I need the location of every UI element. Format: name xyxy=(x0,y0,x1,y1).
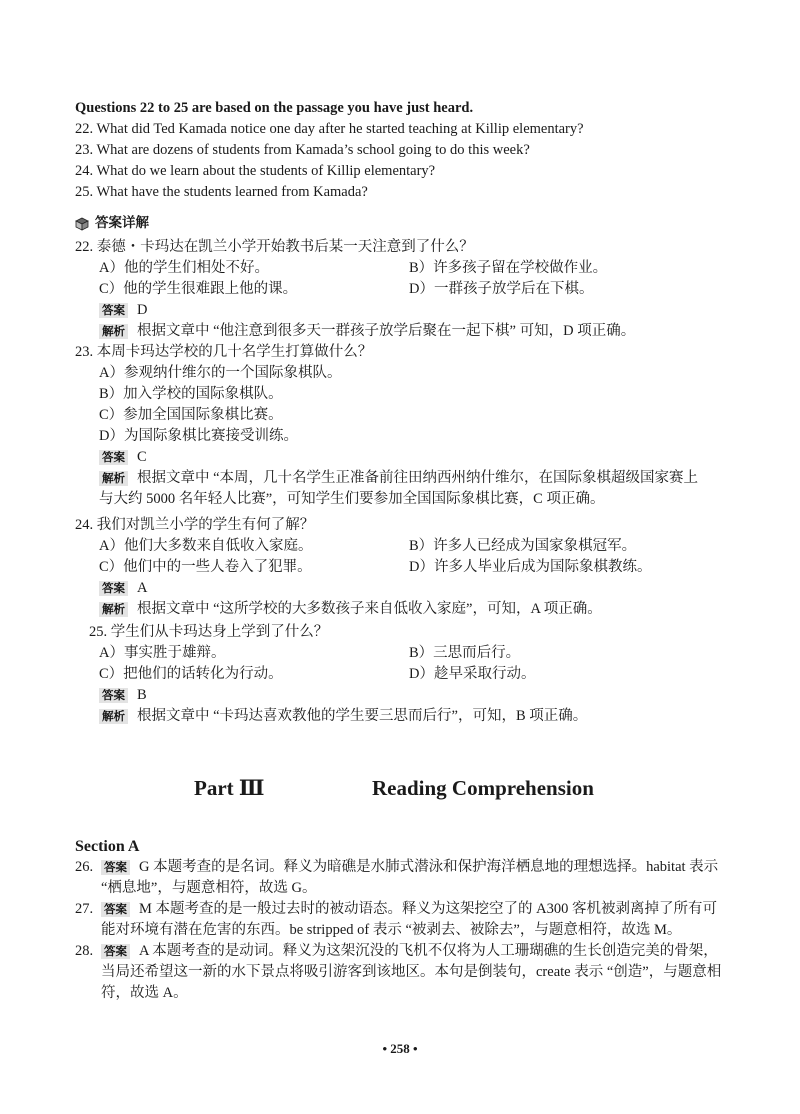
question-number: 27. xyxy=(75,901,94,917)
option-d: D）许多人毕业后成为国际象棋教练。 xyxy=(409,559,652,575)
answer-27 xyxy=(75,899,735,920)
option-d: D）趁早采取行动。 xyxy=(409,666,536,682)
answer-27-cont: 能对环境有潜在危害的东西。be stripped of 表示 “被剥去、被除去”，与题意相符，故选 M。 xyxy=(101,922,682,938)
part-title xyxy=(0,778,800,808)
answer-value: D xyxy=(137,302,148,318)
option-a: A）参观纳什维尔的一个国际象棋队。 xyxy=(99,365,342,381)
answer-tag: 答案 xyxy=(101,944,130,959)
answer-23 xyxy=(75,342,735,510)
option-c: C）他的学生很难跟上他的课。 xyxy=(99,281,298,297)
answer-tag: 答案 xyxy=(101,860,130,875)
answer-24 xyxy=(75,515,735,620)
answer-value: C xyxy=(137,449,147,465)
question-22-cn: 22. 泰德・卡玛达在凯兰小学开始教书后某一天注意到了什么？ xyxy=(75,239,474,255)
question-23-cn: 23. 本周卡玛达学校的几十名学生打算做什么？ xyxy=(75,344,373,360)
question-25-cn: 25. 学生们从卡玛达身上学到了什么？ xyxy=(89,624,329,640)
option-c: C）他们中的一些人卷入了犯罪。 xyxy=(99,559,312,575)
analysis-tag: 解析 xyxy=(99,709,128,724)
option-a: A）事实胜于雄辩。 xyxy=(99,645,226,661)
question-24-cn: 24. 我们对凯兰小学的学生有何了解？ xyxy=(75,517,315,533)
answer-28 xyxy=(75,941,735,962)
answer-tag: 答案 xyxy=(99,581,128,596)
option-d: D）一群孩子放学后在下棋。 xyxy=(409,281,594,297)
answer-text: G 本题考查的是名词。释义为暗礁是水肺式潜泳和保护海洋栖息地的理想选择。habitat 表示 xyxy=(139,859,719,875)
option-d: D）为国际象棋比赛接受训练。 xyxy=(99,428,298,444)
analysis-text-cont: 与大约 5000 名年轻人比赛”，可知学生们要参加全国国际象棋比赛，C 项正确。 xyxy=(99,491,605,507)
question-25-en: 25. What have the students learned from Kamada? xyxy=(75,184,368,200)
answer-28-cont: 当局还希望这一新的水下景点将吸引游客到该地区。本句是倒装句，create 表示 “创造”，与题意相 xyxy=(101,964,722,980)
question-22-en: 22. What did Ted Kamada notice one day after he started teaching at Killip elementary? xyxy=(75,121,584,137)
analysis-tag: 解析 xyxy=(99,602,128,617)
analysis-text: 根据文章中 “这所学校的大多数孩子来自低收入家庭”，可知，A 项正确。 xyxy=(137,601,602,617)
analysis-text: 根据文章中 “本周，几十名学生正准备前往田纳西州纳什维尔，在国际象棋超级国家赛上 xyxy=(137,470,699,486)
option-b: B）三思而后行。 xyxy=(409,645,521,661)
option-c: C）把他们的话转化为行动。 xyxy=(99,666,283,682)
analysis-tag: 解析 xyxy=(99,471,128,486)
answer-details-heading xyxy=(75,213,735,234)
option-a: A）他的学生们相处不好。 xyxy=(99,260,269,276)
answer-tag: 答案 xyxy=(99,688,128,703)
answer-tag: 答案 xyxy=(101,902,130,917)
questions-block xyxy=(75,98,735,203)
answer-details-title: 答案详解 xyxy=(95,215,149,231)
option-c: C）参加全国国际象棋比赛。 xyxy=(99,407,283,423)
answer-value: B xyxy=(137,687,147,703)
answer-tag: 答案 xyxy=(99,303,128,318)
part-label: Part Ⅲ xyxy=(194,776,265,800)
questions-heading: Questions 22 to 25 are based on the passage you have just heard. xyxy=(75,100,474,116)
part-name: Reading Comprehension xyxy=(372,776,594,800)
question-24-en: 24. What do we learn about the students of Killip elementary? xyxy=(75,163,436,179)
answer-tag: 答案 xyxy=(99,450,128,465)
section-a xyxy=(75,836,735,1004)
option-a: A）他们大多数来自低收入家庭。 xyxy=(99,538,313,554)
option-b: B）许多孩子留在学校做作业。 xyxy=(409,260,608,276)
answer-28-cont-2: 符，故选 A。 xyxy=(101,985,188,1001)
answer-26-cont: “栖息地”，与题意相符，故选 G。 xyxy=(101,880,317,896)
analysis-tag: 解析 xyxy=(99,324,128,339)
answer-value: A xyxy=(137,580,148,596)
analysis-text: 根据文章中 “卡玛达喜欢教他的学生要三思而后行”，可知，B 项正确。 xyxy=(137,708,588,724)
section-title: Section A xyxy=(75,838,140,855)
analysis-text: 根据文章中 “他注意到很多天一群孩子放学后聚在一起下棋” 可知，D 项正确。 xyxy=(137,323,636,339)
question-23-en: 23. What are dozens of students from Kamada’s school going to do this week? xyxy=(75,142,530,158)
page-number: • 258 • xyxy=(382,1041,418,1056)
option-b: B）许多人已经成为国家象棋冠军。 xyxy=(409,538,637,554)
question-number: 26. xyxy=(75,859,94,875)
option-b: B）加入学校的国际象棋队。 xyxy=(99,386,283,402)
answer-25 xyxy=(75,622,735,727)
answer-text: M 本题考查的是一般过去时的被动语态。释义为这架挖空了的 A300 客机被剥离掉了所有可 xyxy=(139,901,717,917)
answer-text: A 本题考查的是动词。释义为这架沉没的飞机不仅将为人工珊瑚礁的生长创造完美的骨架， xyxy=(139,943,718,959)
question-number: 28. xyxy=(75,943,94,959)
answer-22 xyxy=(75,237,735,342)
answer-26 xyxy=(75,857,735,878)
cube-icon xyxy=(75,217,89,231)
